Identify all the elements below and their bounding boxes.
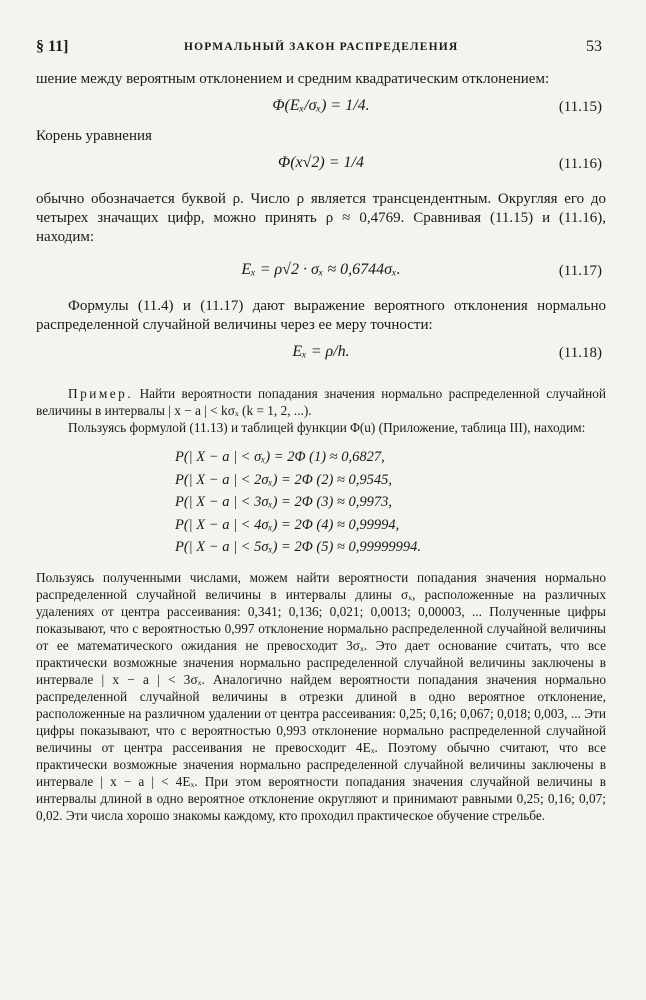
equation-11-17 xyxy=(36,253,606,291)
paragraph-1: шение между вероятным отклонением и средним квадратическим отклонением: xyxy=(36,71,550,87)
equation-11-15 xyxy=(36,89,606,127)
equation-11-18 xyxy=(36,335,606,373)
equation-11-16-formula: Φ(x√2) = 1/4 xyxy=(278,154,364,171)
equation-11-18-formula: Eₓ = ρ/h. xyxy=(292,343,350,360)
equation-11-16 xyxy=(36,146,606,184)
equation-11-17-number: (11.17) xyxy=(558,263,602,279)
book-page xyxy=(36,38,606,824)
example-paragraph xyxy=(36,385,606,419)
equation-11-15-formula: Φ(Eₓ/σₓ) = 1/4. xyxy=(272,97,370,114)
formula-line: P(| X − a | < 4σₓ) = 2Φ (4) ≈ 0,99994, xyxy=(175,516,400,533)
paragraph-4: Формулы (11.4) и (11.17) дают выражение вероятного отклонения нормально распределенной случайной величины через ее меру точности: xyxy=(36,298,606,333)
example-label: Пример. xyxy=(68,386,134,401)
example-paragraph-2: Пользуясь формулой (11.13) и таблицей функции Φ(u) (Приложение, таблица III), находим: xyxy=(68,420,586,435)
equation-11-16-number: (11.16) xyxy=(558,156,602,172)
paragraph-2: Корень уравнения xyxy=(36,128,152,144)
formula-line: P(| X − a | < 5σₓ) = 2Φ (5) ≈ 0,99999994. xyxy=(175,539,421,555)
formula-line: P(| X − a | < σₓ) = 2Φ (1) ≈ 0,6827, xyxy=(175,449,385,465)
paragraph-3: обычно обозначается буквой ρ. Число ρ является трансцендентным. Округляя его до четырех значащих цифр, можно принять ρ ≈ 0,4769. Сравнивая (11.15) и (11.16), находим: xyxy=(36,191,606,245)
probability-formulas xyxy=(175,446,606,559)
section-label: § 11] xyxy=(36,38,69,55)
page-number: 53 xyxy=(586,38,602,55)
example-text: Найти вероятности попадания значения нормально распределенной случайной величины в интервалы | x − a | < kσₓ (k = 1, 2, ...). xyxy=(36,386,606,418)
equation-11-15-number: (11.15) xyxy=(558,99,602,115)
chapter-title: НОРМАЛЬНЫЙ ЗАКОН РАСПРЕДЕЛЕНИЯ xyxy=(184,41,459,53)
equation-11-17-formula: Eₓ = ρ√2 · σₓ ≈ 0,6744σₓ. xyxy=(241,261,401,278)
running-header xyxy=(36,38,606,64)
paragraph-5: Пользуясь полученными числами, можем найти вероятности попадания значения нормально распределенной случайной величины в интервалы длины σₓ, расположенные на различных удалениях от центра рассеивания: 0,341; 0,136; 0,021; 0,0013; 0,00003, ... Полученные цифры показывают, что с вероятностью 0,997 отклонение нормально распределенной случайной величины от ее математического ожидания не превосходит 3σₓ. Это дает основание считать, что все практически возможные значения нормально распределенной случайной величины заключены в интервале | x − a | < 3σₓ. Аналогично найдем вероятности попадания значения нормально распределенной случайной величины в отрезки длиной в одно вероятное отклонение, расположенные на различном удалении от центра рассеивания: 0,25; 0,16; 0,067; 0,018; 0,003, ... Эти цифры показывают, что с вероятностью 0,993 отклонение нормально распределенной случайной величины от центра рассеивания не превосходит 4Eₓ. Поэтому обычно считают, что все практически возможные значения нормально распределенной случайной величины заключены в интервале | x − a | < 4Eₓ. При этом вероятности попадания значения случайной величины в интервалы длиной в одно вероятное отклонение округляют и принимают равными 0,25; 0,16; 0,07; 0,02. Эти числа хорошо знакомы каждому, кто проходил практическое обучение стрельбе. xyxy=(36,569,606,823)
equation-11-18-number: (11.18) xyxy=(558,345,602,361)
formula-line: P(| X − a | < 2σₓ) = 2Φ (2) ≈ 0,9545, xyxy=(175,471,392,488)
formula-line: P(| X − a | < 3σₓ) = 2Φ (3) ≈ 0,9973, xyxy=(175,494,392,510)
